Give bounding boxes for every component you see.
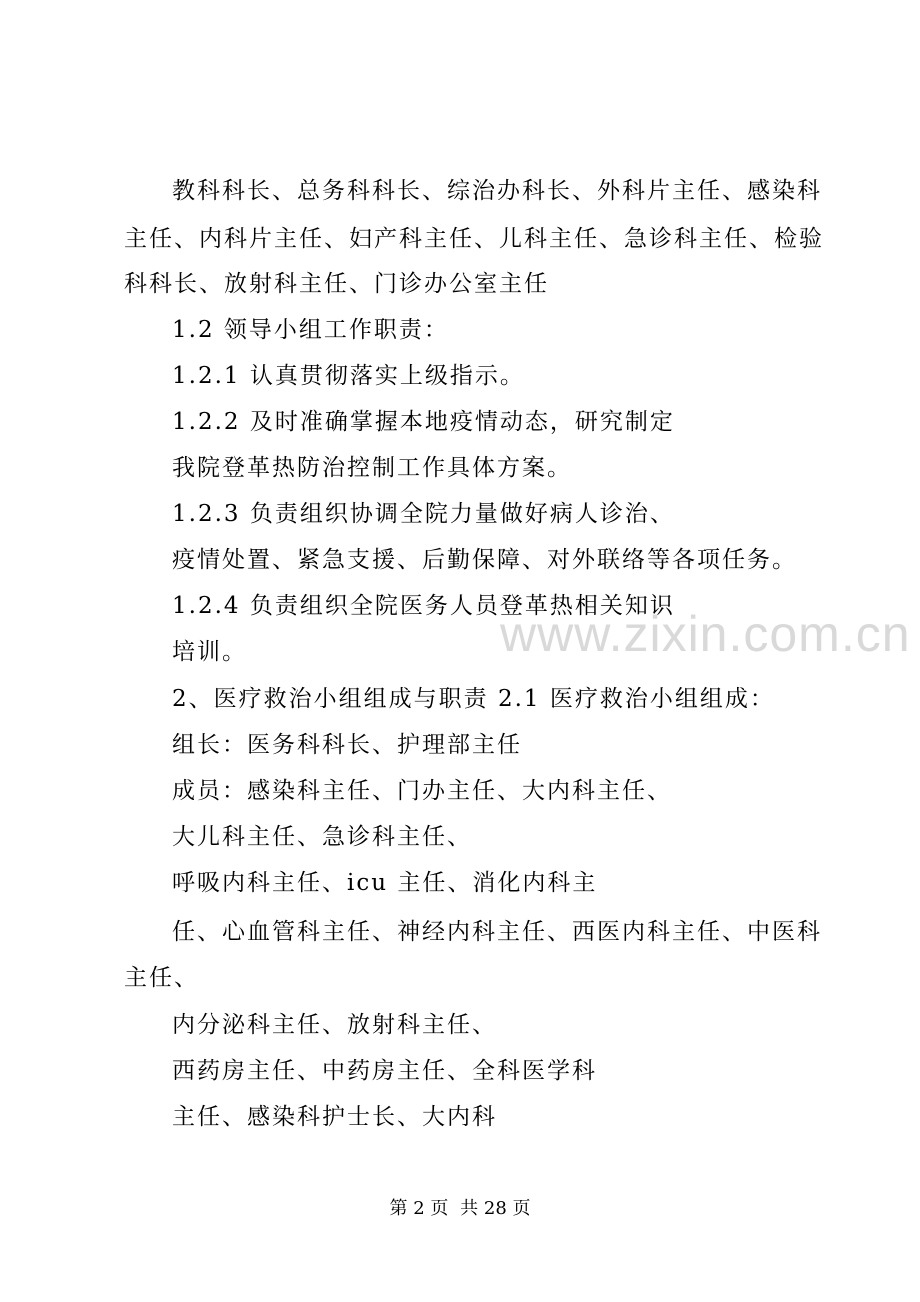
paragraph-line: 呼吸内科主任、icu 主任、消化内科主 — [172, 870, 598, 896]
paragraph-line: 内分泌科主任、放射科主任、 — [172, 1012, 497, 1038]
paragraph-line: 主任、内科片主任、妇产科主任、儿科主任、急诊科主任、检验 — [124, 226, 824, 252]
paragraph-line: 教科科长、总务科科长、综治办科长、外科片主任、感染科 — [172, 178, 822, 204]
section-heading: 2、医疗救治小组组成与职责 2.1 医疗救治小组组成： — [172, 686, 775, 712]
paragraph-line: 西药房主任、中药房主任、全科医学科 — [172, 1058, 597, 1084]
paragraph-line: 培训。 — [172, 639, 247, 665]
paragraph-line: 主任、 — [124, 965, 199, 991]
paragraph-line: 1.2.1 认真贯彻落实上级指示。 — [172, 363, 525, 389]
watermark: www.zixin.com.cn — [500, 606, 911, 662]
paragraph-line: 组长：医务科科长、护理部主任 — [172, 732, 522, 758]
paragraph-line: 1.2.2 及时准确掌握本地疫情动态，研究制定 — [172, 409, 675, 435]
paragraph-line: 成员：感染科主任、门办主任、大内科主任、 — [172, 778, 672, 804]
paragraph-line: 大儿科主任、急诊科主任、 — [172, 824, 472, 850]
paragraph-line: 科科长、放射科主任、门诊办公室主任 — [124, 271, 549, 297]
page-total: 共 28 页 — [460, 1198, 531, 1219]
page-number: 第 2 页 — [389, 1198, 449, 1219]
paragraph-line: 我院登革热防治控制工作具体方案。 — [172, 455, 572, 481]
page-footer — [0, 1197, 920, 1221]
paragraph-line: 疫情处置、紧急支援、后勤保障、对外联络等各项任务。 — [172, 547, 797, 573]
section-heading: 1.2 领导小组工作职责： — [172, 317, 449, 343]
paragraph-line: 1.2.3 负责组织协调全院力量做好病人诊治、 — [172, 501, 675, 527]
paragraph-line: 任、心血管科主任、神经内科主任、西医内科主任、中医科 — [172, 919, 822, 945]
paragraph-line: 主任、感染科护士长、大内科 — [172, 1104, 497, 1130]
paragraph-line: 1.2.4 负责组织全院医务人员登革热相关知识 — [172, 593, 675, 619]
